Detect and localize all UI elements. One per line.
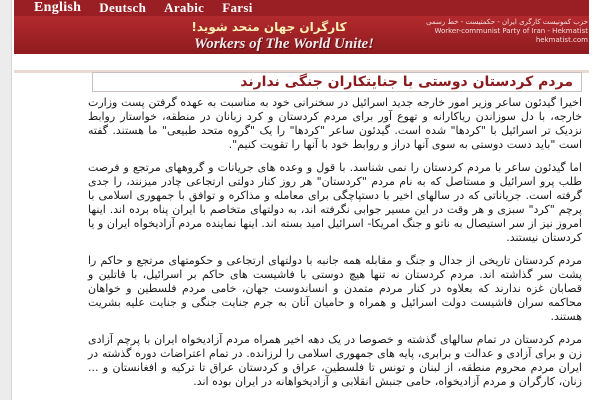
language-nav	[14, 0, 589, 16]
banner-tagline: Workers of The World Unite!	[193, 36, 374, 52]
right-edge	[589, 0, 600, 400]
site-address: hekmatist.com	[535, 36, 588, 44]
banner-slogan: کارگران جهان متحد شوید!	[191, 20, 347, 34]
article-paragraph: مردم کردستان تاریخی از جدال و جنگ و مقابله همه جانبه با دولتهای ارتجاعی و حکومتهای مرتجع و حاکم را پشت سر گذاشته اند. مردم کردستان نه تنها هیچ دوستی با فاشیست های حاکم بر اسرائیل، با قاتلین و قصابان غزه ندارند که بعلاوه در کنار مردم متمدن و انساندوست جهان، خامی مردم فلسطین و خواهان محاکمه سران فاشیست دولت اسرائیل و همراه و حامیان آنان به جرم جنایت جنگی و جنایت علیه بشریت هستند.	[88, 254, 582, 323]
article-paragraph: مردم کردستان در تمام سالهای گذشته و خصوصا در یک دهه اخیر همراه مردم آزادیخواه ایران با پرچم آزادی زن و برای آزادی و عدالت و برابری، پایه های جمهوری اسلامی را لرزانده. در تمام اعتراضات دوره گذشته در ایران مردم محروم منطقه، از لبنان و تونس تا فلسطین، عراق و کردستان عراق تا ترکیه و افغانستان و ... زنان، کارگران و مردم آزادیخواه، حامی جنبش انقلابی و آزادیخواهانه در ایران بوده اند.	[88, 333, 582, 388]
article-title-box	[92, 72, 582, 92]
language-links	[34, 0, 253, 16]
nav-link-farsi[interactable]: Farsi	[222, 0, 253, 15]
nav-link-english[interactable]: English	[34, 0, 82, 15]
article-paragraph: اما گیدئون ساعر با مردم کردستان را نمی شناسد. با قول و وعده های جریانات و گروههای مرتجع و فرصت طلب پرو اسرائیل و مستاصل که به نام مردم "کردستان" هر روز کنار دولتی ارتجاعی چادر میزنند، را جدی گرفته است. جریاناتی که در سالهای اخیر با دستپاچگی برای معامله و مذاکره و توافق با جمهوری اسلامی با پرچم "کرد" سبزی و هر وقت در این مسیر جوابی نگرفته اند، به دولتهای متخاصم با ایران پناه برده اند. اینها امروز نیز از سر استیصال به ناتو و جنگ امریکا- اسرائیل امید بسته اند. اینها نماینده مردم آزادیخواه ایران و یا کردستان نیستند.	[88, 161, 582, 244]
left-edge	[0, 0, 12, 400]
site-banner[interactable]	[14, 16, 589, 54]
article-paragraph: اخیرا گیدئون ساعر وزیر امور خارجه جدید اسرائیل در سخنرانی خود به مناسبت به عهده گرفتن پست وزارت خارجه، با دل سوزاندن ریاکارانه و تهوع آور برای مردم کردستان و کرد زبانان در منطقه، خواستار روابط نزدیک تر اسرائیل با "کردها" شده است. گیدئون ساعر "کردها" را یک "گروه متحد طبیعی" ما هستند. گفته است "باید دست دوستی به سوی آنها دراز و روابط خود با آنها را تقویت کنیم".	[88, 96, 582, 151]
party-name-en: Worker-communist Party of Iran - Hekmatist	[434, 27, 588, 35]
party-name-fa: حزب کمونیست کارگری ایران - حکمتیست - خط رسمی	[426, 18, 588, 26]
article-title: مردم کردستان دوستی با جنایتکاران جنگی ندارند	[240, 74, 573, 90]
nav-link-arabic[interactable]: Arabic	[164, 0, 205, 15]
nav-link-deutsch[interactable]: Deutsch	[99, 0, 147, 15]
banner-party-info	[418, 18, 588, 52]
article-body	[88, 96, 582, 396]
